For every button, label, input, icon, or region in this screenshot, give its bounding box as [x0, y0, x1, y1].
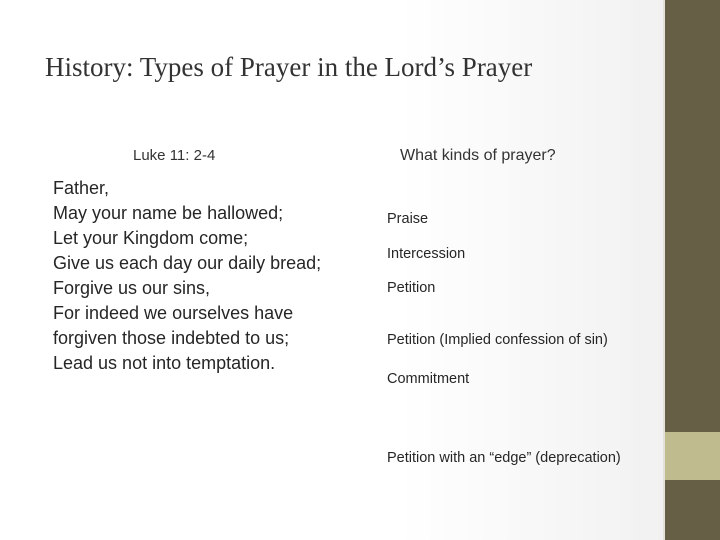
prayer-kinds-heading: What kinds of prayer?: [400, 147, 556, 164]
scripture-heading: Luke 11: 2-4: [133, 147, 216, 164]
prayer-kind-item: Petition with an “edge” (deprecation): [387, 450, 621, 466]
scripture-line: Lead us not into temptation.: [53, 353, 276, 373]
slide-title: History: Types of Prayer in the Lord’s Prayer: [45, 52, 533, 82]
prayer-kind-item: Commitment: [387, 371, 470, 387]
scripture-text: [53, 176, 338, 376]
prayer-kind-item: Petition: [387, 280, 436, 296]
prayer-kind-item: Praise: [387, 211, 429, 227]
scripture-line: Forgive us our sins,: [53, 278, 211, 298]
side-accent-block: [665, 432, 720, 480]
scripture-line: Let your Kingdom come;: [53, 228, 249, 248]
scripture-line: Father,: [53, 178, 110, 198]
scripture-line: May your name be hallowed;: [53, 203, 284, 223]
scripture-line: For indeed we ourselves have forgiven those indebted to us;: [53, 303, 294, 348]
prayer-kind-item: Intercession: [387, 246, 466, 262]
scripture-line: Give us each day our daily bread;: [53, 253, 322, 273]
prayer-kind-item: Petition (Implied confession of sin): [387, 332, 608, 348]
